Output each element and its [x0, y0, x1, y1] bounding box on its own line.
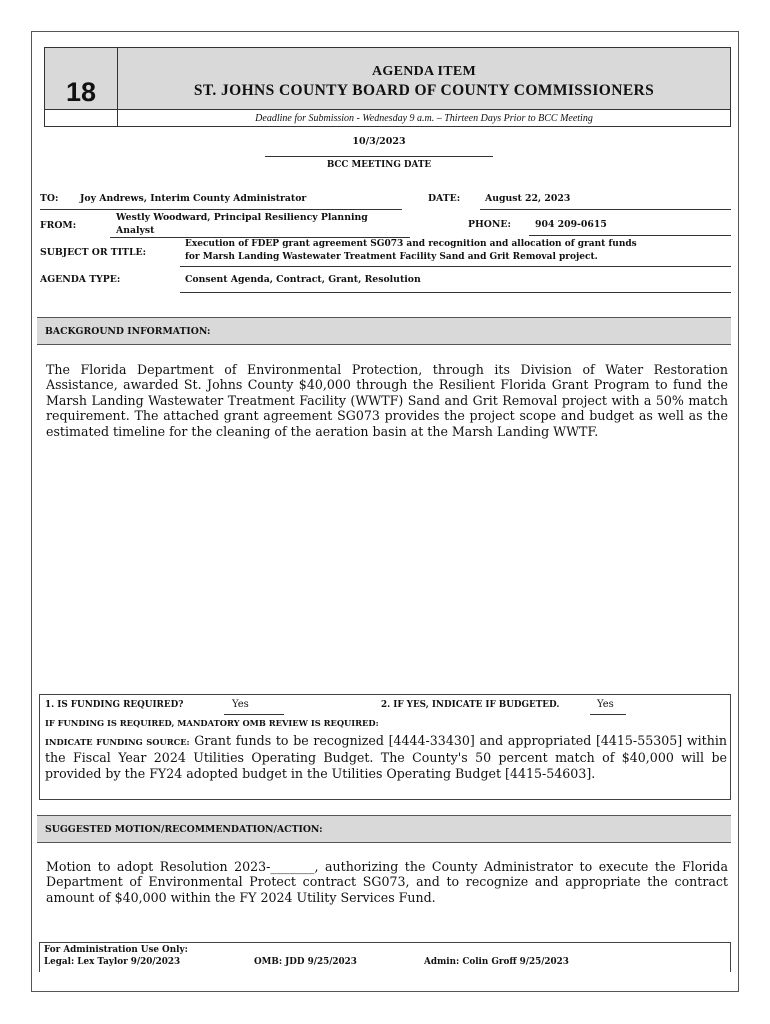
admin-review: Admin: Colin Groff 9/25/2023: [424, 957, 569, 967]
omb-review: OMB: JDD 9/25/2023: [254, 957, 357, 967]
motion-heading: SUGGESTED MOTION/RECOMMENDATION/ACTION:: [37, 815, 731, 843]
to-label: TO:: [40, 193, 59, 204]
from-label: FROM:: [40, 220, 77, 231]
to-rule: [40, 209, 402, 210]
agenda-page: [31, 31, 739, 992]
background-text: The Florida Department of Environmental Protection, through its Division of Water Restoration Assistance, awarded St. Johns County $40,000 through the Resilient Florida Grant Program to fund the Marsh Landing Wastewater Treatment Facility (WWTF) Sand and Grit Removal project with a 50% match requirement. The attached grant agreement SG073 provides the project scope and budget as well as the estimated timeline for the cleaning of the aeration basin at the Marsh Landing WWTF.: [46, 362, 728, 439]
subject-rule: [180, 266, 731, 267]
header-spacer: [45, 110, 118, 127]
funding-source-label: INDICATE FUNDING SOURCE:: [45, 737, 190, 747]
agenda-item-number: 18: [45, 48, 118, 110]
header-title-line1: AGENDA ITEM: [371, 64, 477, 79]
meeting-date-rule: [265, 156, 493, 157]
phone-rule: [529, 235, 731, 236]
legal-review: Legal: Lex Taylor 9/20/2023: [44, 957, 181, 967]
background-heading: BACKGROUND INFORMATION:: [37, 317, 731, 345]
phone-label: PHONE:: [468, 219, 511, 230]
budgeted-label: 2. IF YES, INDICATE IF BUDGETED.: [381, 700, 560, 710]
subject-line1: Execution of FDEP grant agreement SG073 and recognition and allocation of grant funds: [185, 239, 637, 249]
date-value: August 22, 2023: [485, 193, 571, 204]
submission-deadline: Deadline for Submission - Wednesday 9 a.m. – Thirteen Days Prior to BCC Meeting: [255, 113, 593, 124]
funding-source-text: Grant funds to be recognized [4444-33430] and appropriated [4415-55305] within the Fiscal Year 2024 Utilities Operating Budget. The County's 50 percent match of $40,000 will be provided by the FY24 adopted budget in the Utilities Operating Budget [4415-54603].: [45, 733, 727, 781]
meeting-date-label: BCC MEETING DATE: [326, 160, 432, 170]
funding-required-value: Yes: [232, 699, 249, 710]
funding-box: [39, 694, 731, 800]
from-rule: [110, 237, 410, 238]
subject-line2: for Marsh Landing Wastewater Treatment Facility Sand and Grit Removal project.: [185, 252, 598, 262]
funding-required-rule: [224, 714, 284, 715]
agenda-type-label: AGENDA TYPE:: [40, 274, 121, 285]
budgeted-value: Yes: [597, 699, 614, 710]
header-title: [118, 48, 730, 110]
date-rule: [480, 209, 731, 210]
phone-value: 904 209-0615: [535, 219, 607, 230]
header-title-line2: ST. JOHNS COUNTY BOARD OF COUNTY COMMISSIONERS: [193, 82, 655, 99]
date-label: DATE:: [428, 193, 461, 204]
funding-source: [45, 733, 727, 781]
agenda-type-value: Consent Agenda, Contract, Grant, Resolution: [185, 274, 421, 285]
agenda-type-rule: [180, 292, 731, 293]
funding-required-label: 1. IS FUNDING REQUIRED?: [45, 700, 184, 710]
omb-review-note: IF FUNDING IS REQUIRED, MANDATORY OMB REVIEW IS REQUIRED:: [45, 718, 379, 728]
agenda-header: [44, 47, 731, 127]
from-value-line2: Analyst: [116, 225, 155, 236]
meeting-date-value: 10/3/2023: [352, 136, 406, 147]
from-value-line1: Westly Woodward, Principal Resiliency Planning: [116, 212, 368, 223]
motion-text: Motion to adopt Resolution 2023-_______, authorizing the County Administrator to execute the Florida Department of Environmental Protect contract SG073, and to recognize and appropriate the contract amount of $40,000 within the FY 2024 Utility Services Fund.: [46, 859, 728, 905]
subject-label: SUBJECT OR TITLE:: [40, 247, 147, 258]
budgeted-rule: [590, 714, 626, 715]
to-value: Joy Andrews, Interim County Administrator: [80, 193, 307, 204]
admin-heading: For Administration Use Only:: [44, 945, 188, 955]
admin-box: [39, 942, 731, 972]
